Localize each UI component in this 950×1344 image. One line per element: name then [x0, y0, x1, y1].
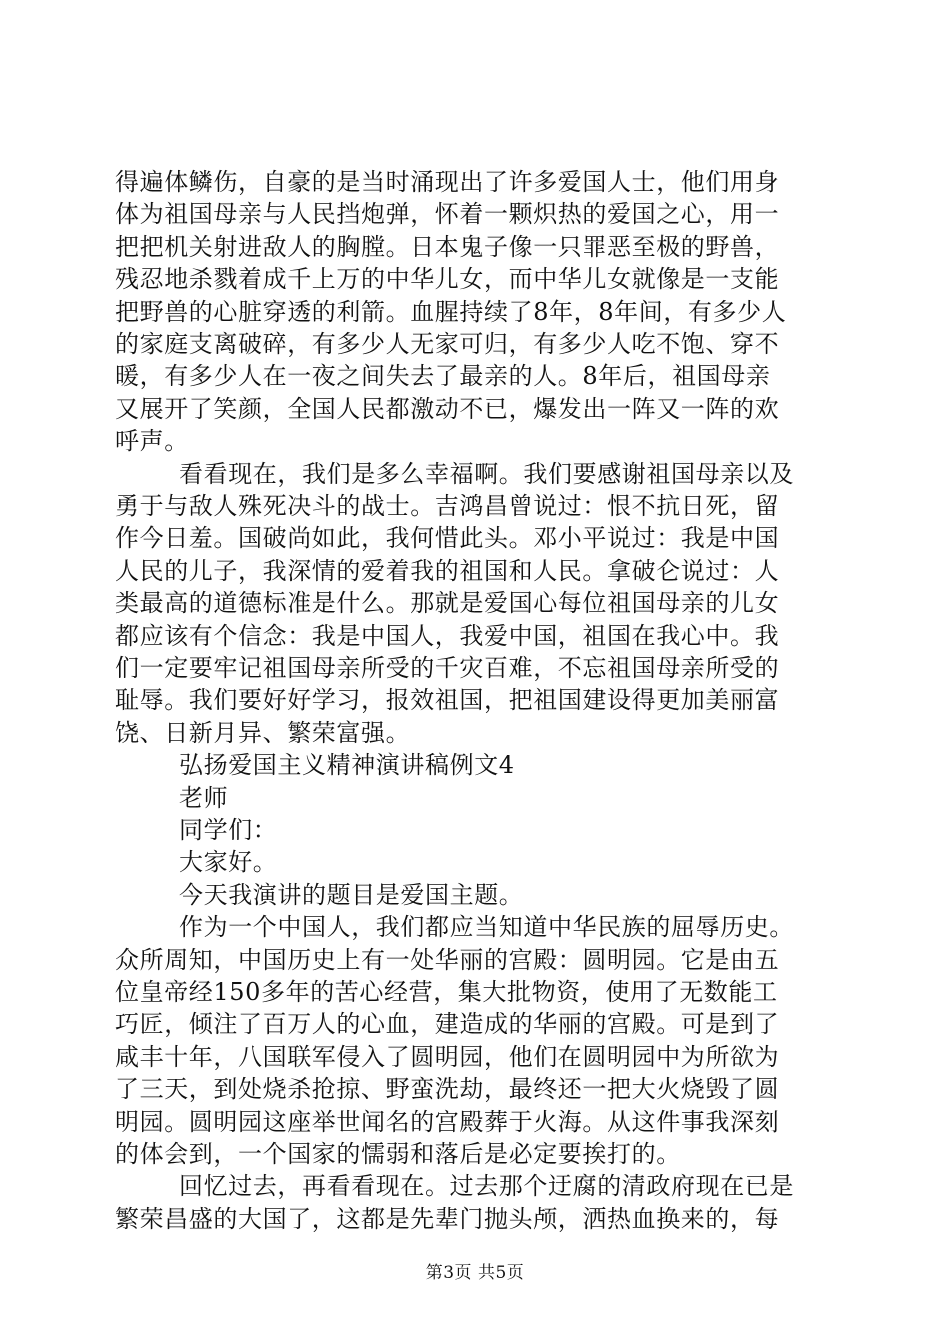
- page-number-footer: 第3页 共5页: [425, 1263, 525, 1283]
- text-line: 众所周知，中国历史上有一处华丽的宫殿：圆明园。它是由五: [115, 945, 780, 974]
- paragraph-start-line: 今天我演讲的题目是爱国主题。: [179, 880, 524, 909]
- text-line: 又展开了笑颜，全国人民都激动不已，爆发出一阵又一阵的欢: [115, 394, 780, 423]
- text-line: 类最高的道德标准是什么。那就是爱国心每位祖国母亲的儿女: [115, 589, 780, 618]
- text-line: 呼声。: [115, 427, 189, 456]
- text-line: 的体会到，一个国家的懦弱和落后是必定要挨打的。: [115, 1140, 681, 1168]
- text-line: 把野兽的心脏穿透的利箭。血腥持续了8年，8年间，有多少人: [115, 297, 787, 326]
- text-line: 耻辱。我们要好好学习，报效祖国，把祖国建设得更加美丽富: [115, 686, 780, 715]
- paragraph-start-line: 大家好。: [179, 848, 278, 877]
- text-line: 繁荣昌盛的大国了，这都是先辈门抛头颅，洒热血换来的，每: [115, 1204, 780, 1233]
- text-line: 了三天，到处烧杀抢掠、野蛮洗劫，最终还一把大火烧毁了圆: [115, 1075, 780, 1104]
- text-line: 暖，有多少人在一夜之间失去了最亲的人。8年后，祖国母亲: [115, 362, 771, 391]
- text-line: 饶、日新月异、繁荣富强。: [115, 718, 411, 747]
- section-heading: 弘扬爱国主义精神演讲稿例文4: [179, 751, 515, 780]
- text-line: 人民的儿子，我深情的爱着我的祖国和人民。拿破仑说过：人: [115, 556, 780, 585]
- text-line: 们一定要牢记祖国母亲所受的千灾百难，不忘祖国母亲所受的: [115, 654, 780, 682]
- text-line: 咸丰十年，八国联军侵入了圆明园，他们在圆明园中为所欲为: [115, 1042, 780, 1071]
- text-line: 体为祖国母亲与人民挡炮弹，怀着一颗炽热的爱国之心，用一: [115, 200, 780, 229]
- text-line: 巧匠，倾注了百万人的心血，建造成的华丽的宫殿。可是到了: [115, 1010, 780, 1039]
- text-line: 作今日羞。国破尚如此，我何惜此头。邓小平说过：我是中国: [115, 524, 780, 553]
- text-line: 都应该有个信念：我是中国人，我爱中国，祖国在我心中。我: [115, 621, 780, 650]
- paragraph-start-line: 同学们：: [179, 816, 278, 844]
- text-line: 得遍体鳞伤，自豪的是当时涌现出了许多爱国人士，他们用身: [115, 168, 780, 196]
- text-line: 把把机关射进敌人的胸膛。日本鬼子像一只罪恶至极的野兽，: [115, 232, 780, 261]
- text-line: 明园。圆明园这座举世闻名的宫殿葬于火海。从这件事我深刻: [115, 1107, 780, 1136]
- text-line: 位皇帝经150多年的苦心经营，集大批物资，使用了无数能工: [115, 978, 778, 1006]
- text-line: 的家庭支离破碎，有多少人无家可归，有多少人吃不饱、穿不: [115, 330, 780, 358]
- paragraph-start-line: 老师: [179, 783, 229, 812]
- paragraph-start-line: 作为一个中国人，我们都应当知道中华民族的屈辱历史。: [179, 913, 794, 942]
- paragraph-start-line: 回忆过去，再看看现在。过去那个迂腐的清政府现在已是: [179, 1172, 794, 1201]
- text-line: 勇于与敌人殊死决斗的战士。吉鸿昌曾说过：恨不抗日死，留: [115, 492, 780, 520]
- paragraph-start-line: 看看现在，我们是多么幸福啊。我们要感谢祖国母亲以及: [179, 459, 794, 488]
- text-line: 残忍地杀戮着成千上万的中华儿女，而中华儿女就像是一支能: [115, 265, 780, 294]
